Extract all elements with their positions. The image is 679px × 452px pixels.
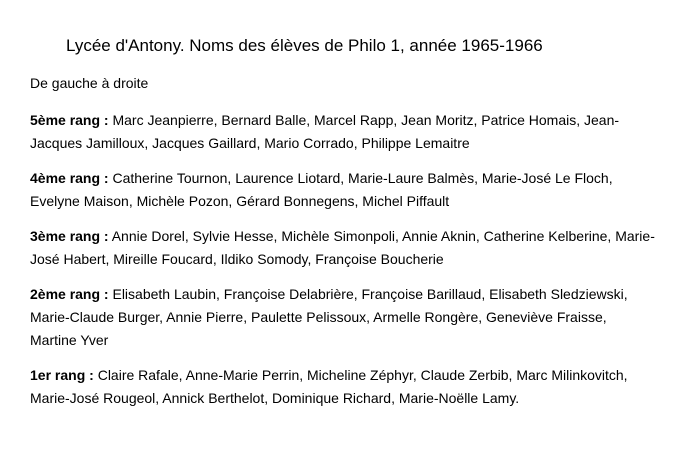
row-label: 5ème rang : bbox=[30, 112, 109, 128]
row-label: 1er rang : bbox=[30, 367, 94, 383]
row-label: 4ème rang : bbox=[30, 170, 109, 186]
row-label: 2ème rang : bbox=[30, 286, 109, 302]
row-1 bbox=[30, 364, 655, 410]
row-names: Annie Dorel, Sylvie Hesse, Michèle Simonpoli, Annie Aknin, Catherine Kelberine, Marie-José Habert, Mireille Foucard, Ildiko Somody, Françoise Boucherie bbox=[30, 228, 655, 267]
row-label: 3ème rang : bbox=[30, 228, 109, 244]
row-4 bbox=[30, 167, 655, 213]
row-names: Claire Rafale, Anne-Marie Perrin, Micheline Zéphyr, Claude Zerbib, Marc Milinkovitch, Marie-José Rougeol, Annick Berthelot, Dominique Richard, Marie-Noëlle Lamy. bbox=[30, 367, 628, 406]
document-subtitle: De gauche à droite bbox=[30, 75, 149, 91]
row-5 bbox=[30, 109, 655, 155]
row-names: Elisabeth Laubin, Françoise Delabrière, Françoise Barillaud, Elisabeth Sledziewski, Marie-Claude Burger, Annie Pierre, Paulette Pelissoux, Armelle Rongère, Geneviève Fraisse, Martine Yver bbox=[30, 286, 628, 348]
row-3 bbox=[30, 225, 655, 271]
row-2 bbox=[30, 283, 655, 352]
rows-list bbox=[30, 109, 655, 422]
row-names: Catherine Tournon, Laurence Liotard, Marie-Laure Balmès, Marie-José Le Floch, Evelyne Maison, Michèle Pozon, Gérard Bonnegens, Michel Piffault bbox=[30, 170, 613, 209]
document-title: Lycée d'Antony. Noms des élèves de Philo 1, année 1965-1966 bbox=[66, 36, 543, 55]
row-names: Marc Jeanpierre, Bernard Balle, Marcel Rapp, Jean Moritz, Patrice Homais, Jean-Jacques Jamilloux, Jacques Gaillard, Mario Corrado, Philippe Lemaitre bbox=[30, 112, 620, 151]
